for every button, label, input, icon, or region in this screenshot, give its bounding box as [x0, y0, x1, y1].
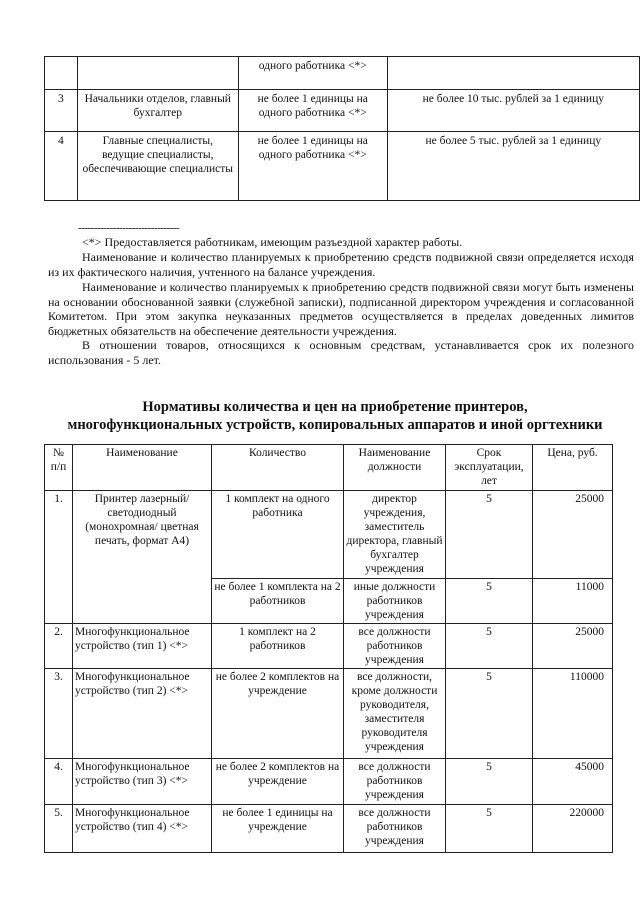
- position-cell: иные должности работников учреждения: [344, 579, 446, 624]
- item-name: Многофункциональное устройство (тип 2) <*>: [73, 669, 212, 759]
- header-name: Наименование: [73, 445, 212, 491]
- row-number: 4.: [45, 759, 73, 805]
- term-cell: 5: [446, 491, 533, 579]
- price-cell: не более 10 тыс. рублей за 1 единицу: [387, 90, 639, 132]
- term-cell: 5: [446, 579, 533, 624]
- quantity-cell: не более 2 комплектов на учреждение: [212, 759, 344, 805]
- table-row: [45, 805, 613, 853]
- quantity-cell: не более 1 комплекта на 2 работников: [212, 579, 344, 624]
- row-number: 3.: [45, 669, 73, 759]
- header-quantity: Количество: [212, 445, 344, 491]
- body-paragraph: Наименование и количество планируемых к приобретению средств подвижной связи могут быть изменены на основании обоснованной заявки (служебной записки), подписанной директором учреждения и согласованной Комитетом. При этом закупка неуказанных предметов осуществляется в пределах доведенных лимитов бюджетных обязательств на обеспечение деятельности учреждения.: [48, 280, 634, 338]
- item-name: Многофункциональное устройство (тип 3) <*>: [73, 759, 212, 805]
- table-row: [45, 57, 640, 90]
- equipment-norms-table: [44, 444, 613, 853]
- table-row: [45, 491, 613, 579]
- term-cell: 5: [446, 624, 533, 669]
- term-cell: 5: [446, 759, 533, 805]
- position-cell: директор учреждения, заместитель директора, главный бухгалтер учреждения: [344, 491, 446, 579]
- section-title-line2: многофункциональных устройств, копировальных аппаратов и иной оргтехники: [67, 417, 603, 433]
- quantity-cell: 1 комплект на одного работника: [212, 491, 344, 579]
- price-cell: 25000: [533, 624, 613, 669]
- body-paragraph: Наименование и количество планируемых к приобретению средств подвижной связи определяется исходя из их фактического наличия, учтенного на балансе учреждения.: [48, 250, 634, 279]
- position-cell: Главные специалисты, ведущие специалисты, обеспечивающие специалисты: [77, 132, 238, 201]
- table-row: [45, 759, 613, 805]
- term-cell: 5: [446, 669, 533, 759]
- row-number: [45, 57, 78, 90]
- quantity-cell: не более 1 единицы на одного работника <*>: [238, 132, 387, 201]
- row-number: 2.: [45, 624, 73, 669]
- quantity-cell: не более 1 единицы на учреждение: [212, 805, 344, 853]
- item-name: Принтер лазерный/ светодиодный (монохромная/ цветная печать, формат А4): [73, 491, 212, 624]
- term-cell: 5: [446, 805, 533, 853]
- footnote-separator: --------------------------------: [78, 222, 180, 234]
- table-row: [45, 132, 640, 201]
- row-number: 1.: [45, 491, 73, 624]
- header-position: Наименование должности: [344, 445, 446, 491]
- position-cell: все должности работников учреждения: [344, 759, 446, 805]
- price-cell: 45000: [533, 759, 613, 805]
- quantity-cell: 1 комплект на 2 работников: [212, 624, 344, 669]
- section-title-line1: Нормативы количества и цен на приобретение принтеров,: [142, 399, 528, 415]
- table-row: [45, 669, 613, 759]
- position-cell: все должности работников учреждения: [344, 805, 446, 853]
- price-cell: [387, 57, 639, 90]
- footnote-paragraph: <*> Предоставляется работникам, имеющим разъездной характер работы.: [82, 235, 463, 249]
- row-number: 4: [45, 132, 78, 201]
- price-cell: 25000: [533, 491, 613, 579]
- position-cell: Начальники отделов, главный бухгалтер: [77, 90, 238, 132]
- table-row: [45, 624, 613, 669]
- table-row: [45, 90, 640, 132]
- price-cell: 220000: [533, 805, 613, 853]
- price-cell: не более 5 тыс. рублей за 1 единицу: [387, 132, 639, 201]
- quantity-cell: не более 2 комплектов на учреждение: [212, 669, 344, 759]
- body-paragraph: В отношении товаров, относящихся к основным средствам, устанавливается срок их полезного использования - 5 лет.: [48, 338, 634, 367]
- row-number: 5.: [45, 805, 73, 853]
- quantity-cell: одного работника <*>: [238, 57, 387, 90]
- communication-norms-table: [44, 56, 640, 201]
- row-number: 3: [45, 90, 78, 132]
- header-price: Цена, руб.: [533, 445, 613, 491]
- header-term: Срок эксплуатации, лет: [446, 445, 533, 491]
- item-name: Многофункциональное устройство (тип 4) <*>: [73, 805, 212, 853]
- position-cell: все должности, кроме должности руководителя, заместителя руководителя учреждения: [344, 669, 446, 759]
- quantity-cell: не более 1 единицы на одного работника <*>: [238, 90, 387, 132]
- item-name: Многофункциональное устройство (тип 1) <*>: [73, 624, 212, 669]
- price-cell: 110000: [533, 669, 613, 759]
- header-num: № п/п: [45, 445, 73, 491]
- position-cell: [77, 57, 238, 90]
- position-cell: все должности работников учреждения: [344, 624, 446, 669]
- table-header-row: [45, 445, 613, 491]
- price-cell: 11000: [533, 579, 613, 624]
